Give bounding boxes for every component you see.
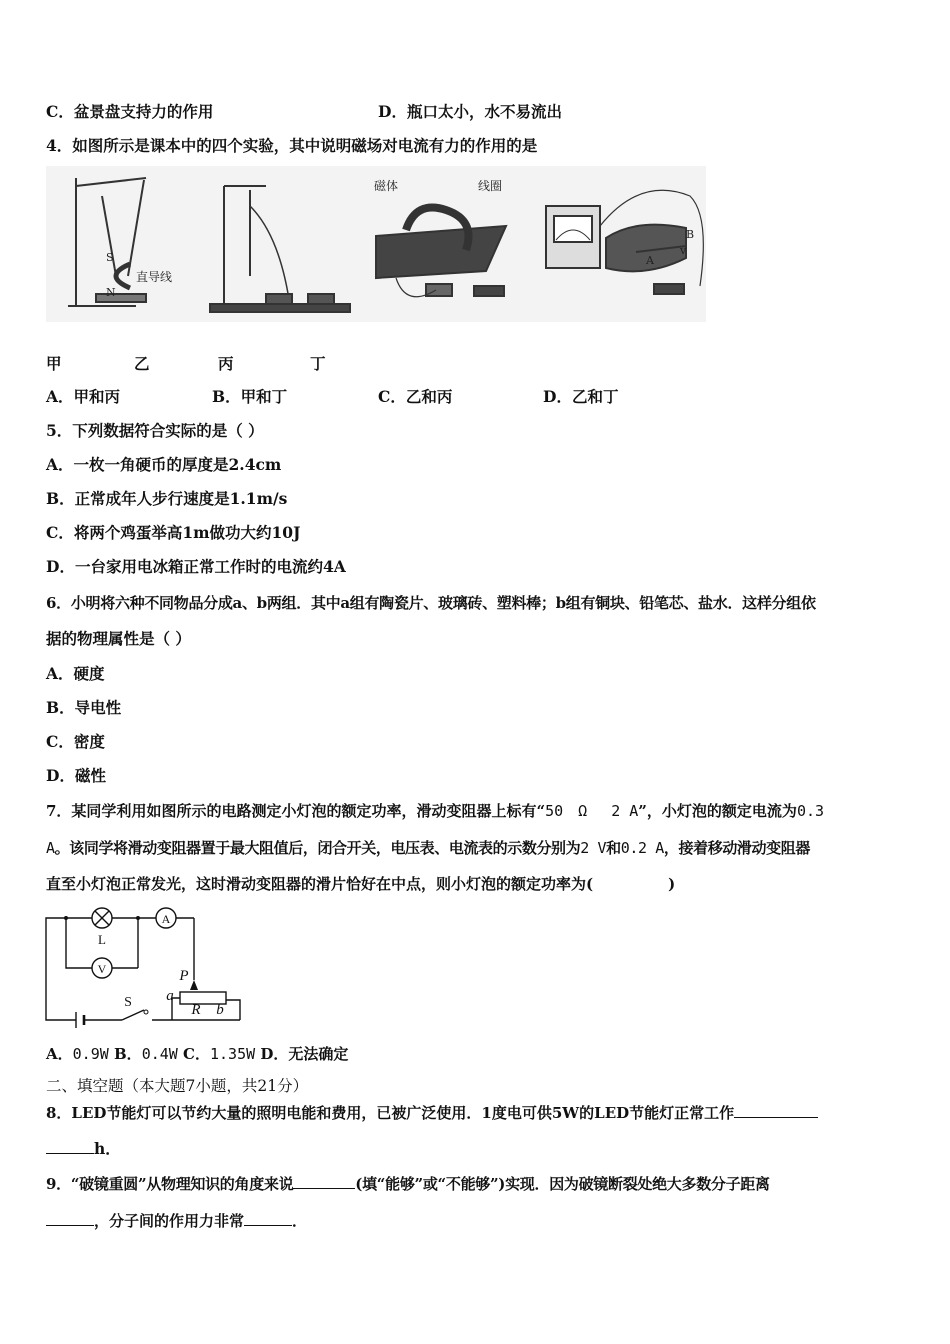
- q5-option-b: B．正常成年人步行速度是1.1m/s: [46, 489, 288, 508]
- q5-option-c: C．将两个鸡蛋举高1m做功大约10J: [46, 523, 301, 542]
- q6-stem-line2: 据的物理属性是（ ）: [46, 629, 191, 648]
- q7-rating: 50 Ω 2 A: [545, 802, 639, 820]
- q4-option-a: A．甲和丙: [46, 387, 121, 406]
- q4-stem: 4．如图所示是课本中的四个实验，其中说明磁场对电流有力的作用的是: [46, 136, 538, 155]
- q7-stem-line3: 直至小灯泡正常发光，这时滑动变阻器的滑片恰好在中点，则小灯泡的额定功率为( ): [46, 875, 676, 893]
- q9-answer-blank-2[interactable]: [46, 1211, 94, 1226]
- q7-option-a-value: 0.9W: [72, 1045, 109, 1063]
- fig4-b-label: B: [686, 228, 695, 241]
- q8-line2-text: h．: [94, 1139, 121, 1158]
- q7-option-d: D．无法确定: [260, 1045, 349, 1063]
- q7-option-b-value: 0.4W: [141, 1045, 178, 1063]
- q9-answer-blank-3[interactable]: [244, 1211, 292, 1226]
- q7-option-c-value: 1.35W: [210, 1045, 256, 1063]
- fig2-oersted-stand: [210, 186, 350, 312]
- q4-option-c: C．乙和丙: [378, 387, 453, 406]
- q8-stem-line2: [46, 1139, 121, 1159]
- q6-option-a: A．硬度: [46, 664, 105, 683]
- fig4-a-label: A: [646, 254, 654, 267]
- circuit-lamp-label: L: [98, 932, 106, 947]
- q7-option-b-letter: B．: [114, 1045, 142, 1063]
- q6-stem-line1: 6．小明将六种不同物品分成a、b两组．其中a组有陶瓷片、玻璃砖、塑料棒；b组有铜块、铅笔芯、盐水．这样分组依: [46, 594, 816, 612]
- q7-line2-part1: 。该同学将滑动变阻器置于最大阻值后，闭合开关，电压表、电流表的示数分别为: [54, 839, 581, 857]
- q7-rated-current: 0.3: [796, 802, 825, 820]
- q7-stem-line1: [46, 801, 824, 821]
- q8-stem-line1: [46, 1103, 818, 1123]
- q7-circuit-diagram: [42, 902, 252, 1034]
- q6-option-b: B．导电性: [46, 698, 122, 717]
- q4-label-jia: 甲: [46, 354, 62, 373]
- fig3-magnet-label: 磁体: [374, 179, 399, 193]
- q3-option-c: C．盆景盘支持力的作用: [46, 102, 214, 121]
- q5-stem: 5．下列数据符合实际的是（ ）: [46, 421, 264, 440]
- q9-answer-blank-1[interactable]: [293, 1174, 355, 1189]
- fig3-coil-label: 线圈: [478, 179, 503, 193]
- circuit-slider-label: P: [179, 968, 189, 984]
- circuit-resistor-label: R: [191, 1002, 201, 1018]
- q8-line1-text: 8．LED节能灯可以节约大量的照明电能和费用，已被广泛使用．1度电可供5W的LED节能灯正常工作: [46, 1104, 735, 1122]
- q8-answer-blank-1[interactable]: [734, 1103, 818, 1118]
- q7-line1-part2: ”，小灯泡的额定电流为: [638, 802, 797, 820]
- q5-option-a: A．一枚一角硬币的厚度是2.4cm: [46, 455, 282, 474]
- q7-stem-line2: [46, 838, 810, 858]
- circuit-ammeter-label: A: [161, 912, 171, 926]
- q4-option-b: B．甲和丁: [212, 387, 288, 406]
- fig4-v-label: v: [680, 244, 687, 257]
- q7-option-c-letter: C．: [183, 1045, 210, 1063]
- q9-stem-line1: [46, 1174, 770, 1194]
- q5-option-d: D．一台家用电冰箱正常工作时的电流约4A: [46, 557, 346, 576]
- circuit-end-a-label: a: [166, 988, 174, 1004]
- q4-label-bing: 丙: [218, 354, 234, 373]
- section-2-heading: 二、填空题（本大题7小题，共21分）: [46, 1077, 309, 1095]
- q9-stem-line2: [46, 1211, 307, 1231]
- fig1-wire-label: 直导线: [136, 270, 173, 284]
- fig4-induction-setup: [546, 190, 703, 294]
- q9-line1-part1: 9．“破镜重圆”从物理知识的角度来说: [46, 1175, 294, 1193]
- circuit-end-b-label: b: [216, 1002, 224, 1018]
- q7-voltage: 2 V: [580, 839, 607, 857]
- q7-line2-part2: ，接着移动滑动变阻器: [663, 839, 810, 857]
- q4-label-ding: 丁: [310, 354, 326, 373]
- fig1-s-label: S: [106, 251, 114, 264]
- circuit-switch-label: S: [124, 995, 132, 1010]
- q4-experiment-figure: [46, 166, 706, 322]
- q4-label-yi: 乙: [134, 354, 150, 373]
- q7-options: [46, 1044, 348, 1064]
- q6-option-d: D．磁性: [46, 766, 106, 785]
- q6-option-c: C．密度: [46, 732, 105, 751]
- q7-current: 0.2 A: [620, 839, 664, 857]
- q7-line1-part1: 7．某同学利用如图所示的电路测定小灯泡的额定功率，滑动变阻器上标有“: [46, 802, 546, 820]
- q8-answer-blank-2[interactable]: [46, 1139, 94, 1154]
- q7-line2-and: 和: [606, 839, 621, 857]
- q9-line1-part2: (填“能够”或“不能够”)实现．因为破镜断裂处绝大多数分子距离: [355, 1175, 770, 1193]
- fig3-motor-model: [376, 208, 506, 297]
- q7-unit-a: A: [46, 839, 55, 857]
- q4-option-d: D．乙和丁: [543, 387, 619, 406]
- q9-line2-part1: ，分子间的作用力非常: [94, 1212, 245, 1230]
- q9-line2-part2: ．: [292, 1212, 308, 1230]
- q7-option-a-letter: A．: [46, 1045, 73, 1063]
- fig1-n-label: N: [106, 286, 116, 299]
- q3-option-d: D．瓶口太小，水不易流出: [378, 102, 562, 121]
- circuit-voltmeter-label: V: [97, 962, 107, 976]
